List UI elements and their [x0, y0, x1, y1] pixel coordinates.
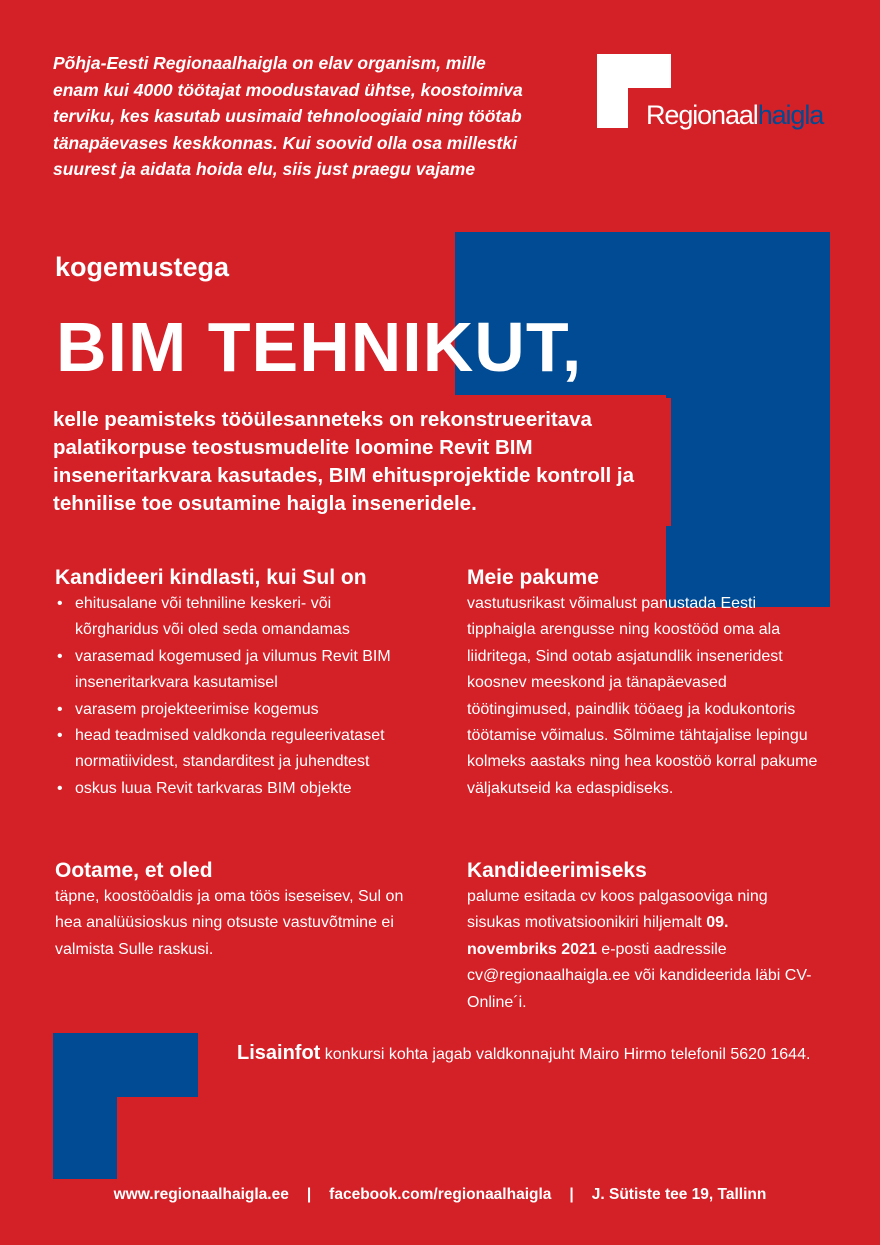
footer-address: J. Sütiste tee 19, Tallinn: [591, 1186, 767, 1203]
expect-section: [55, 858, 415, 963]
decorative-blue-corner-left: [53, 1097, 117, 1179]
footer: [0, 1186, 880, 1204]
list-item: • head teadmised valdkonda reguleerivataset normatiividest, standarditest ja juhendtest: [55, 723, 415, 776]
headline: BIM TEHNIKUT,: [56, 308, 583, 386]
list-item: • varasem projekteerimise kogemus: [55, 697, 415, 723]
apply-text-after: e-posti aadressile cv@regionaalhaigla.ee või kandideerida läbi CV-Online´i.: [467, 940, 812, 1011]
info-text: konkursi kohta jagab valdkonnajuht Mairo Hirmo telefonil 5620 1644.: [320, 1046, 811, 1063]
requirements-section: [55, 565, 415, 802]
list-item: • varasemad kogemused ja vilumus Revit BIM inseneritarkvara kasutamisel: [55, 644, 415, 697]
offer-title: Meie pakume: [467, 566, 599, 589]
requirements-title: Kandideeri kindlasti, kui Sul on: [55, 566, 367, 589]
apply-text: [467, 884, 822, 1016]
logo-part2: haigla: [757, 100, 824, 130]
list-item: • ehitusalane või tehniline keskeri- või kõrgharidus või oled seda omandamas: [55, 591, 415, 644]
offer-text: vastutusrikast võimalust panustada Eesti tipphaigla arengusse ning koostööd oma ala liidritega, Sind ootab asjatundlik inseneridest koosnev meeskond ja tänapäevased töötingimused, paindlik tööaeg ja kodukontoris töötamise võimalus. Sõlmime tähtajalise lepingu kolmeks aastaks ning hea koostöö korral pakume väljakutseid ka edaspidiseks.: [467, 595, 818, 797]
info-title: Lisainfot: [237, 1042, 321, 1064]
apply-title: Kandideerimiseks: [467, 859, 647, 882]
offer-section: [467, 565, 822, 802]
footer-separator: |: [569, 1186, 574, 1203]
decorative-blue-corner-top: [53, 1033, 198, 1097]
expect-title: Ootame, et oled: [55, 859, 213, 882]
lead-text: kelle peamisteks tööülesanneteks on rekonstrueeritava palatikorpuse teostusmudelite loomine Revit BIM inseneritarkvara kasutades, BIM ehitusprojektide kontroll ja tehnilise toe osutamine haigla inseneridele.: [43, 398, 671, 526]
logo-part1: Regionaal: [646, 100, 758, 130]
logo: [646, 100, 823, 131]
footer-website: www.regionaalhaigla.ee: [113, 1186, 289, 1203]
apply-section: [467, 858, 822, 1016]
list-item: • oskus luua Revit tarkvaras BIM objekte: [55, 776, 415, 802]
requirements-list: [55, 591, 415, 802]
footer-separator: |: [306, 1186, 312, 1203]
apply-text-before: palume esitada cv koos palgasooviga ning sisukas motivatsioonikiri hiljemalt: [467, 888, 768, 932]
expect-text: täpne, koostööaldis ja oma töös iseseisev, Sul on hea analüüsioskus ning otsuste vastuvõtmine ei valmista Sulle raskusi.: [55, 888, 404, 958]
info-section: [237, 1040, 837, 1068]
apply-deadline: 09. novembriks 2021: [467, 914, 729, 958]
intro-text: Põhja-Eesti Regionaalhaigla on elav organism, mille enam kui 4000 töötajat moodustavad ühtse, koostoimiva terviku, kes kasutab uusimaid tehnoloogiaid ning töötab tänapäevases keskkonnas. Kui soovid olla osa millestki suurest ja aidata hoida elu, siis just praegu vajame: [53, 53, 523, 179]
footer-facebook: facebook.com/regionaalhaigla: [329, 1186, 552, 1203]
subtitle: kogemustega: [55, 252, 230, 282]
